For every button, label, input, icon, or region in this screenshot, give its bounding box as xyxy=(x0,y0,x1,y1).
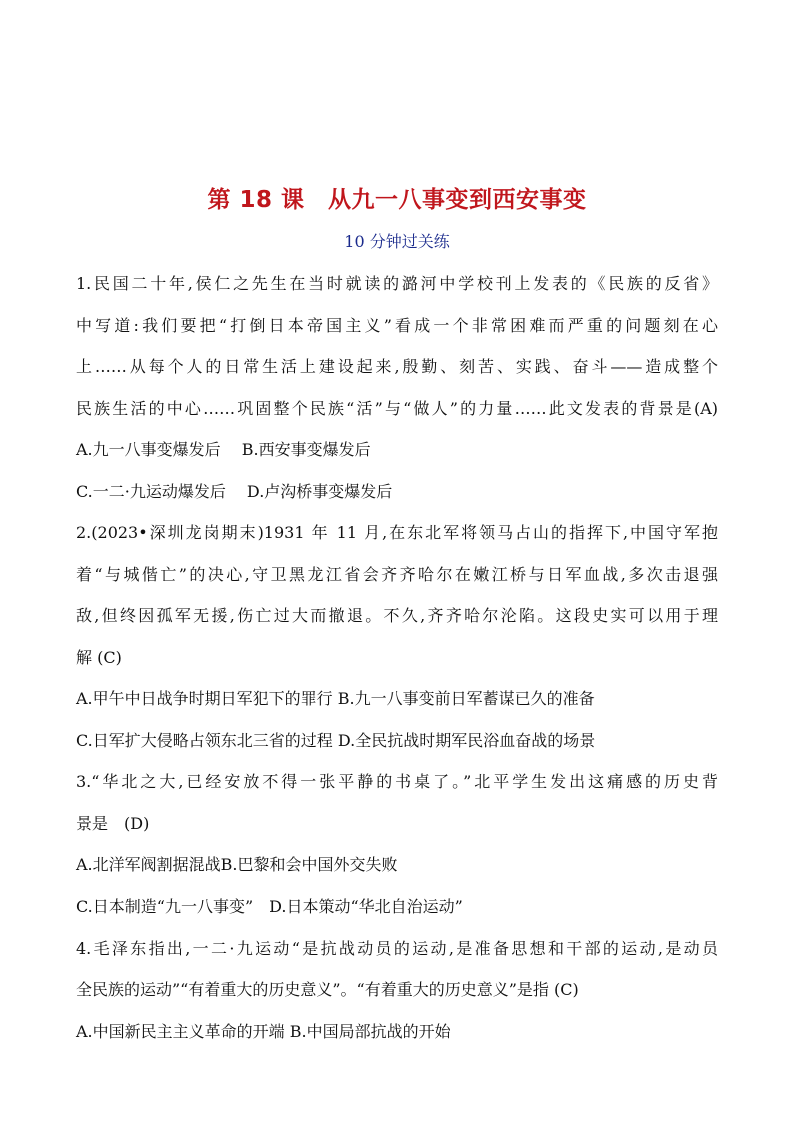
q1-text-line-2: 中写道:我们要把“打倒日本帝国主义”看成一个非常困难而严重的问题刻在心 xyxy=(76,316,718,335)
q2-options-cd: C.日军扩大侵略占领东北三省的过程 D.全民抗战时期军民浴血奋战的场景 xyxy=(76,731,596,750)
q4-text-line-1: 4.毛泽东指出,一二·九运动“是抗战动员的运动,是准备思想和干部的运动,是动员 xyxy=(76,939,718,958)
page-title: 第 18 课 从九一八事变到西安事变 xyxy=(207,187,587,213)
q3-text-line-2: 景是 (D) xyxy=(76,814,150,833)
q2-options-ab: A.甲午中日战争时期日军犯下的罪行 B.九一八事变前日军蓄谋已久的准备 xyxy=(76,689,595,708)
q1-options-ab: A.九一八事变爆发后 B.西安事变爆发后 xyxy=(76,440,371,459)
q3-options-cd: C.日本制造“九一八事变” D.日本策动“华北自治运动” xyxy=(76,897,463,916)
q1-text-line-3: 上……从每个人的日常生活上建设起来,殷勤、刻苦、实践、奋斗——造成整个 xyxy=(76,357,718,376)
page-subtitle: 10 分钟过关练 xyxy=(344,232,450,251)
q1-options-cd: C.一二·九运动爆发后 D.卢沟桥事变爆发后 xyxy=(76,482,393,501)
q2-text-line-1: 2.(2023•深圳龙岗期末)1931 年 11 月,在东北军将领马占山的指挥下,中国守军抱 xyxy=(76,523,718,542)
q4-text-line-2: 全民族的运动”“有着重大的历史意义”。“有着重大的历史意义”是指 (C) xyxy=(76,980,579,999)
q3-options-ab: A.北洋军阀割据混战B.巴黎和会中国外交失败 xyxy=(76,855,398,874)
q1-text-line-1: 1.民国二十年,侯仁之先生在当时就读的潞河中学校刊上发表的《民族的反省》 xyxy=(76,274,718,293)
q4-options-ab: A.中国新民主主义革命的开端 B.中国局部抗战的开始 xyxy=(76,1022,451,1041)
q3-text-line-1: 3.“华北之大,已经安放不得一张平静的书桌了。”北平学生发出这痛感的历史背 xyxy=(76,772,718,791)
q2-text-line-4: 解 (C) xyxy=(76,648,122,667)
q2-text-line-2: 着“与城偕亡”的决心,守卫黑龙江省会齐齐哈尔在嫩江桥与日军血战,多次击退强 xyxy=(76,565,718,584)
q2-text-line-3: 敌,但终因孤军无援,伤亡过大而撤退。不久,齐齐哈尔沦陷。这段史实可以用于理 xyxy=(76,606,718,625)
q1-text-line-4: 民族生活的中心……巩固整个民族“活”与“做人”的力量……此文发表的背景是(A) xyxy=(76,399,718,418)
